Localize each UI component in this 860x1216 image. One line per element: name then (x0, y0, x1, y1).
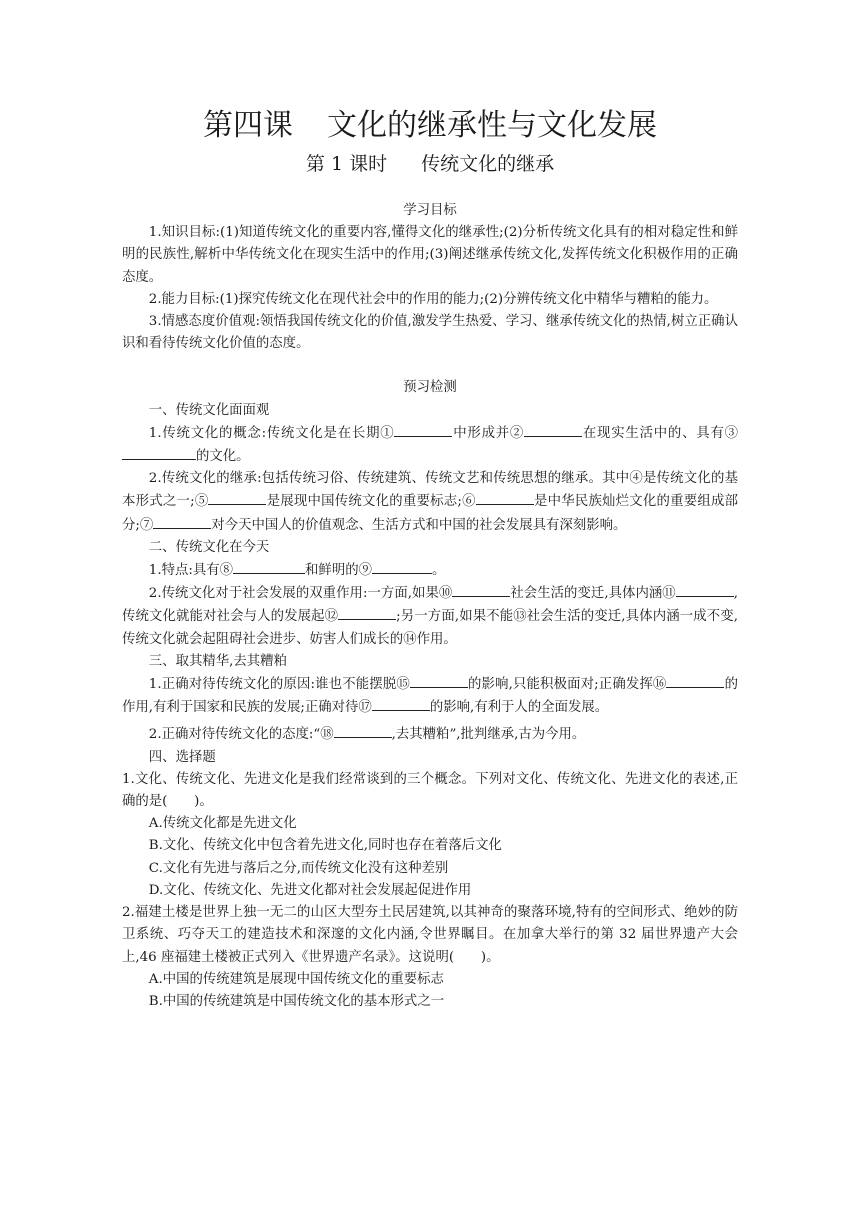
objective-item: 3.情感态度价值观:领悟我国传统文化的价值,激发学生热爱、学习、继承传统文化的热情,树立正确认识和看待传统文化价值的态度。 (122, 314, 738, 352)
lesson-subtitle (122, 150, 738, 178)
objective-item: 1.知识目标:(1)知道传统文化的重要内容,懂得文化的继承性;(2)分析传统文化具有的相对稳定性和鲜明的民族性,解析中华传统文化在现实生活中的作用;(3)阐述继承传统文化,发挥传统文化积极作用的正确态度。 (122, 225, 738, 285)
section-heading: 二、传统文化在今天 (148, 539, 270, 555)
section-heading: 四、选择题 (148, 749, 216, 765)
fill-paragraph: 1.正确对待传统文化的原因:谁也不能摆脱⑮ 的影响,只能积极面对;正确发挥⑯ 的作用,有利于国家和民族的发展;正确对待⑰ 的影响,有利于人的全面发展。 (122, 673, 738, 719)
question-stem: 1.文化、传统文化、先进文化是我们经常谈到的三个概念。下列对文化、传统文化、先进文化的表述,正确的是( )。 (122, 771, 738, 810)
fill-paragraph: 1.特点:具有⑧ 和鲜明的⑨ 。 (122, 559, 738, 582)
question-option: B.文化、传统文化中包含着先进文化,同时也存在着落后文化 (148, 838, 502, 854)
subtitle-main: 第 1 课时 (305, 153, 388, 175)
question-option: C.文化有先进与落后之分,而传统文化没有这种差别 (148, 860, 449, 876)
document-page (122, 96, 738, 1013)
question-option: A.中国的传统建筑是展现中国传统文化的重要标志 (148, 971, 444, 987)
lesson-title-rest: 文化的继承性与文化发展 (327, 108, 657, 143)
lesson-title-main: 第四课 (203, 108, 293, 143)
fill-paragraph: 2.正确对待传统文化的态度:“⑱ ,去其糟粕”,批判继承,古为今用。 (122, 723, 738, 746)
lesson-title (122, 106, 738, 146)
section-heading: 三、取其精华,去其糟粕 (148, 653, 287, 669)
objectives-heading: 学习目标 (403, 203, 457, 218)
subtitle-rest: 传统文化的继承 (421, 153, 555, 175)
fill-paragraph: 1.传统文化的概念:传统文化是在长期① 中形成并② 在现实生活中的、具有③的文化。 (122, 422, 738, 468)
fill-paragraph: 2.传统文化对于社会发展的双重作用:一方面,如果⑩ 社会生活的变迁,具体内涵⑪ ,传统文化就能对社会与人的发展起⑫ ;另一方面,如果不能⑬社会生活的变迁,具体内涵一成不变,传统文化就会起阻碍社会进步、妨害人们成长的⑭作用。 (122, 582, 738, 651)
objective-item: 2.能力目标:(1)探究传统文化在现代社会中的作用的能力;(2)分辨传统文化中精华与糟粕的能力。 (148, 291, 718, 307)
section-heading: 一、传统文化面面观 (148, 402, 270, 418)
question-option: D.文化、传统文化、先进文化都对社会发展起促进作用 (148, 882, 472, 898)
preview-heading: 预习检测 (403, 380, 457, 396)
fill-paragraph: 2.传统文化的继承:包括传统习俗、传统建筑、传统文艺和传统思想的继承。其中④是传统文化的基本形式之一;⑤ 是展现中国传统文化的重要标志;⑥ 是中华民族灿烂文化的重要组成部分;⑦ 对今天中国人的价值观念、生活方式和中国的社会发展具有深刻影响。 (122, 471, 739, 533)
question-stem: 2.福建土楼是世界上独一无二的山区大型夯土民居建筑,以其神奇的聚落环境,特有的空间形式、绝妙的防卫系统、巧夺天工的建造技术和深邃的文化内涵,令世界瞩目。在加拿大举行的第 32 届世界遗产大会上,46 座福建土楼被正式列入《世界遗产名录》。这说明( )。 (122, 905, 738, 965)
question-option: B.中国的传统建筑是中国传统文化的基本形式之一 (148, 993, 445, 1009)
question-option: A.传统文化都是先进文化 (148, 816, 297, 832)
